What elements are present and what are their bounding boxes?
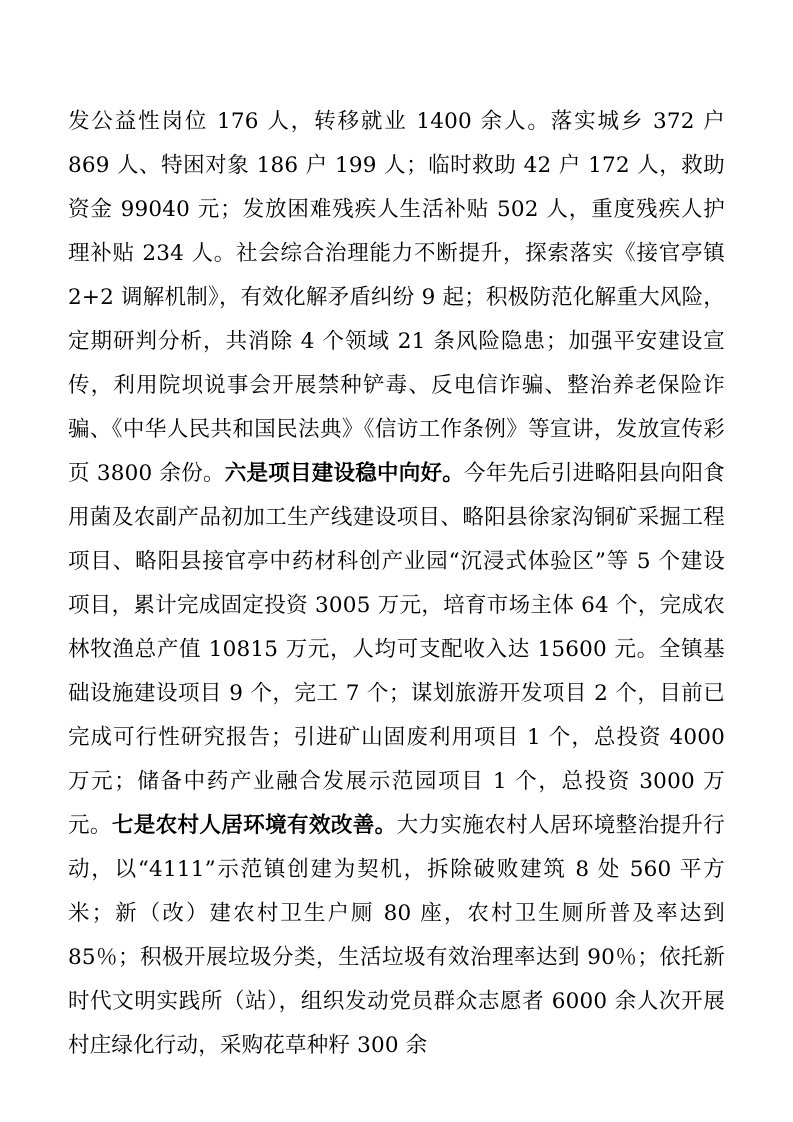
text-run-1: 发公益性岗位 176 人，转移就业 1400 余人。落实城乡 372 户 869 人、特困对象 186 户 199 人；临时救助 42 户 172 人，救助资金 99040 元；发放困难残疾人生活补贴 502 人，重度残疾人护理补贴 234 人。社会综合治理能力不断提升，探索落实《接官亭镇 2+2 调解机制》，有效化解矛盾纠纷 9 起；积极防范化解重大风险，定期研判分析，共消除 4 个领域 21 条风险隐患；加强平安建设宣传，利用院坝说事会开展禁种铲毒、反电信诈骗、整治养老保险诈骗、《中华人民共和国民法典》《信访工作条例》等宣讲，发放宣传彩页 3800 余份。	[68, 109, 725, 486]
body-paragraph	[68, 100, 725, 1068]
text-run-3: 今年先后引进略阳县向阳食用菌及农副产品初加工生产线建设项目、略阳县徐家沟铜矿采掘工程项目、略阳县接官亭中药材科创产业园“沉浸式体验区”等 5 个建设项目，累计完成固定投资 3005 万元，培育市场主体 64 个，完成农林牧渔总产值 10815 万元，人均可支配收入达 15600 元。全镇基础设施建设项目 9 个，完工 7 个；谋划旅游开发项目 2 个，目前已完成可行性研究报告；引进矿山固废利用项目 1 个，总投资 4000 万元；储备中药产业融合发展示范园项目 1 个，总投资 3000 万元。	[68, 461, 726, 838]
text-run-5: 大力实施农村人居环境整治提升行动，以“4111”示范镇创建为契机，拆除破败建筑 8 处 560 平方米；新（改）建农村卫生户厕 80 座，农村卫生厕所普及率达到 85％；积极开展垃圾分类，生活垃圾有效治理率达到 90％；依托新时代文明实践所（站），组织发动党员群众志愿者 6000 余人次开展村庄绿化行动，采购花草种籽 300 余	[68, 813, 725, 1058]
text-run-4-heading: 七是农村人居环境有效改善。	[111, 813, 397, 838]
text-run-2-heading: 六是项目建设稳中向好。	[224, 461, 465, 486]
document-body	[68, 100, 725, 1068]
